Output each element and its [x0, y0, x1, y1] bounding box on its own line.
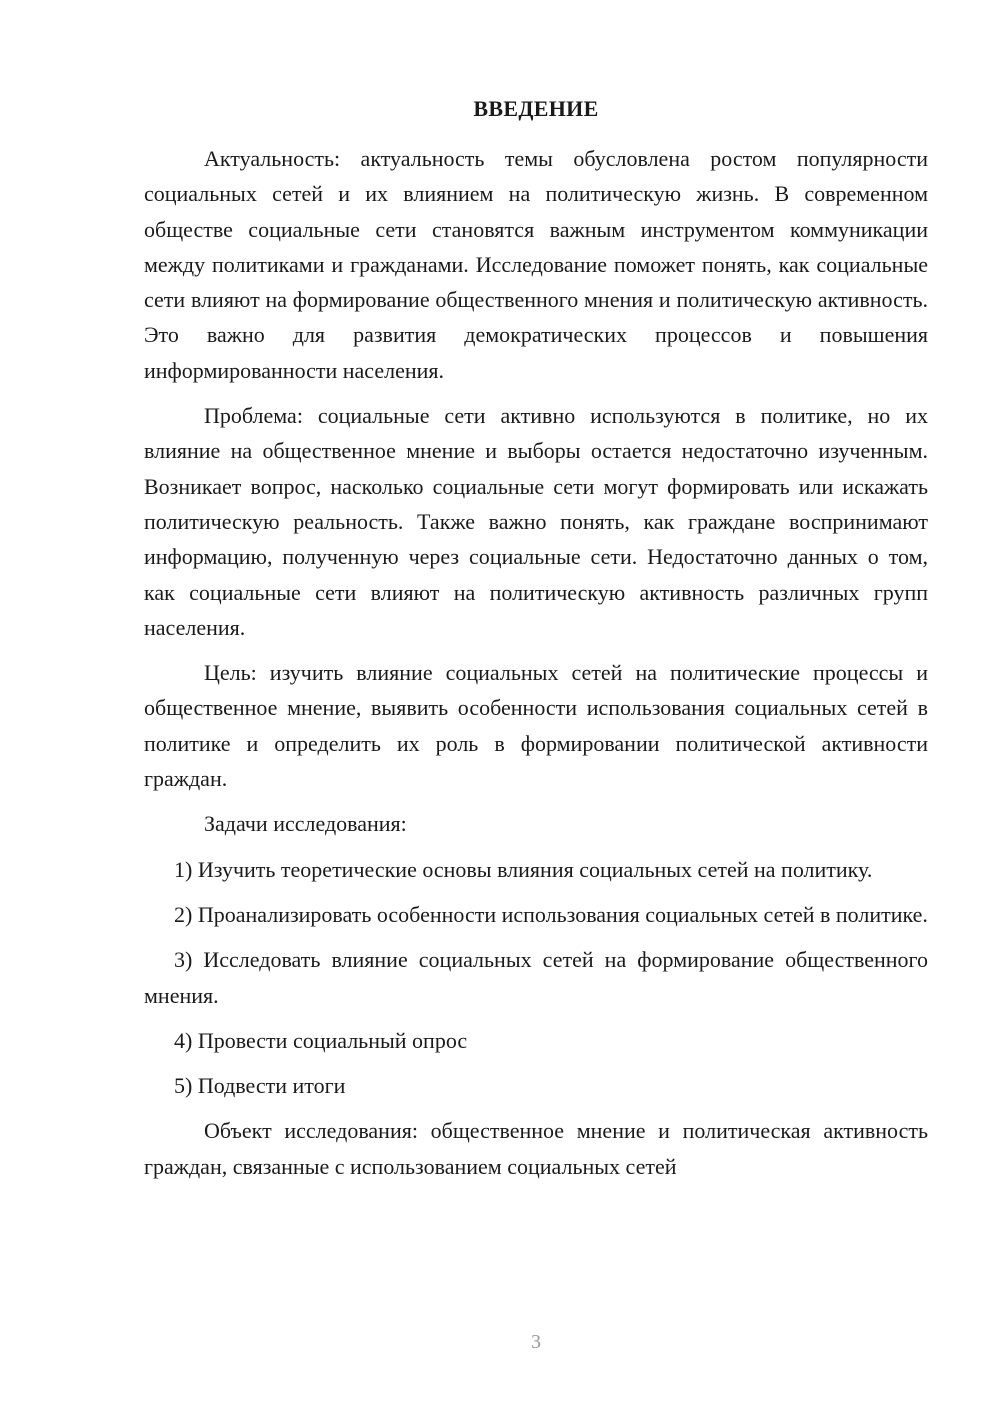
task-item-4: 4) Провести социальный опрос	[174, 1027, 468, 1053]
paragraph-relevance: Актуальность: актуальность темы обусловлена ростом популярности социальных сетей и их влиянием на политическую жизнь. В современном обществе социальные сети становятся важным инструментом коммуникации между политиками и гражданами. Исследование поможет понять, как социальные сети влияют на формирование общественного мнения и политическую активность. Это важно для развития демократических процессов и повышения информированности населения.	[144, 146, 928, 383]
task-item-2: 2) Проанализировать особенности использования социальных сетей в политике.	[174, 901, 928, 927]
tasks-heading: Задачи исследования:	[204, 811, 407, 837]
paragraph-object: Объект исследования: общественное мнение и политическая активность граждан, связанные с использованием социальных сетей	[144, 1118, 928, 1179]
page-number: 3	[531, 1331, 541, 1353]
task-item-5: 5) Подвести итоги	[174, 1073, 346, 1099]
page-title: ВВЕДЕНИЕ	[473, 96, 599, 121]
task-item-3: 3) Исследовать влияние социальных сетей на формирование общественного мнения.	[144, 947, 928, 1008]
paragraph-goal: Цель: изучить влияние социальных сетей на политические процессы и общественное мнение, выявить особенности использования социальных сетей в политике и определить их роль в формировании политической активности граждан.	[144, 660, 928, 792]
paragraph-problem: Проблема: социальные сети активно используются в политике, но их влияние на общественное мнение и выборы остается недостаточно изученным. Возникает вопрос, насколько социальные сети могут формировать или искажать политическую реальность. Также важно понять, как граждане воспринимают информацию, полученную через социальные сети. Недостаточно данных о том, как социальные сети влияют на политическую активность различных групп населения.	[144, 403, 928, 640]
document-body	[144, 141, 928, 1194]
task-item-1: 1) Изучить теоретические основы влияния социальных сетей на политику.	[174, 856, 873, 882]
